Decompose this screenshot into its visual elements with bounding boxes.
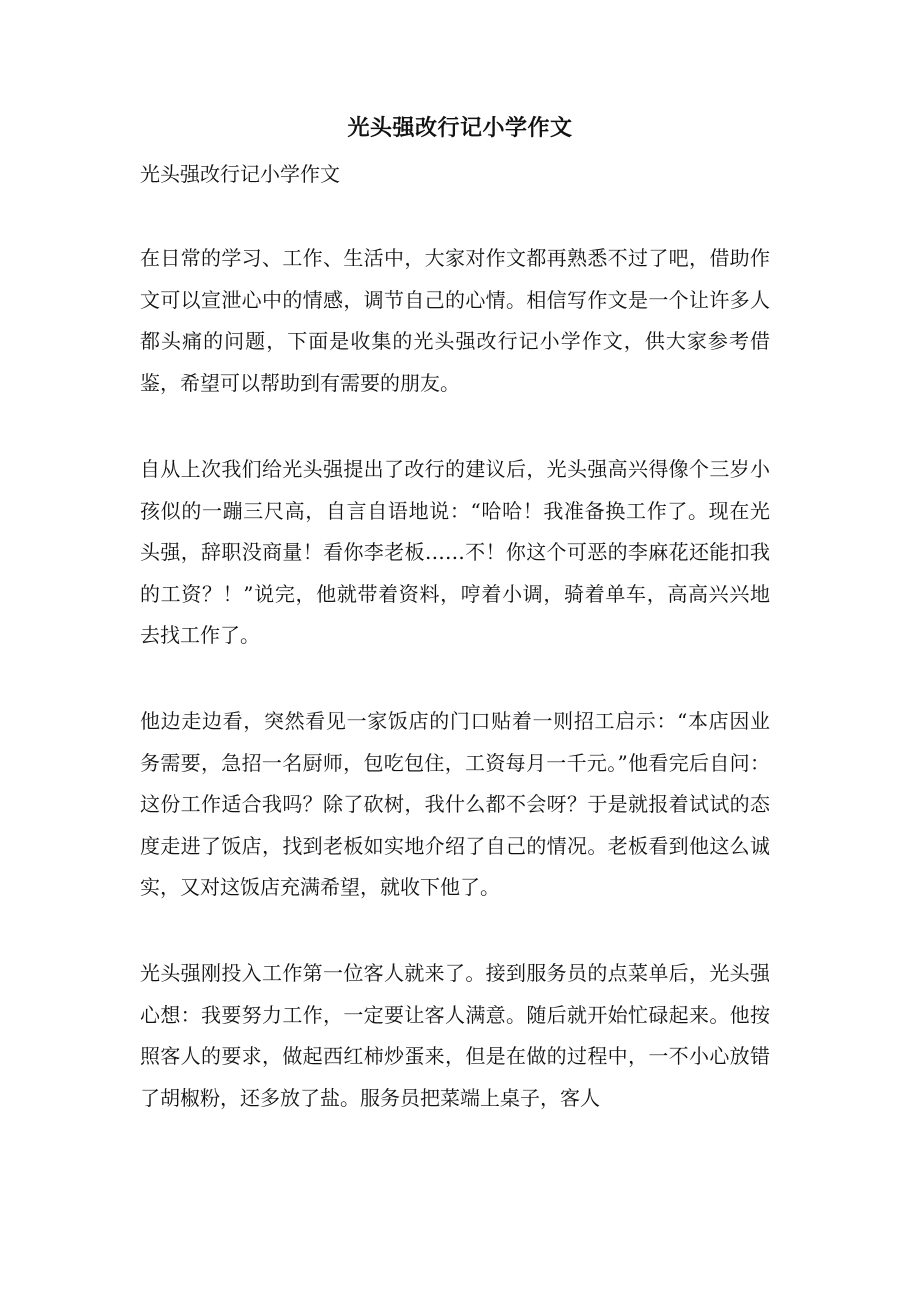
- paragraph: 他边走边看，突然看见一家饭店的门口贴着一则招工启示：“本店因业务需要，急招一名厨师，包吃包住，工资每月一千元。”他看完后自问：这份工作适合我吗？除了砍树，我什么都不会呀？于是就报着试试的态度走进了饭店，找到老板如实地介绍了自己的情况。老板看到他这么诚实，又对这饭店充满希望，就收下他了。: [140, 709, 770, 899]
- document-title: 光头强改行记小学作文: [347, 115, 573, 141]
- paragraph: 在日常的学习、工作、生活中，大家对作文都再熟悉不过了吧，借助作文可以宣泄心中的情感，调节自己的心情。相信写作文是一个让许多人都头痛的问题，下面是收集的光头强改行记小学作文，供大家参考借鉴，希望可以帮助到有需要的朋友。: [140, 246, 770, 395]
- paragraph: 自从上次我们给光头强提出了改行的建议后，光头强高兴得像个三岁小孩似的一蹦三尺高，自言自语地说：“哈哈！我准备换工作了。现在光头强，辞职没商量！看你李老板……不！你这个可恶的李麻花还能扣我的工资？！”说完，他就带着资料，哼着小调，骑着单车，高高兴兴地去找工作了。: [140, 457, 770, 647]
- paragraph: 光头强刚投入工作第一位客人就来了。接到服务员的点菜单后，光头强心想：我要努力工作，一定要让客人满意。随后就开始忙碌起来。他按照客人的要求，做起西红柿炒蛋来，但是在做的过程中，一不小心放错了胡椒粉，还多放了盐。服务员把菜端上桌子，客人: [140, 961, 770, 1110]
- document-subtitle: 光头强改行记小学作文: [140, 162, 340, 186]
